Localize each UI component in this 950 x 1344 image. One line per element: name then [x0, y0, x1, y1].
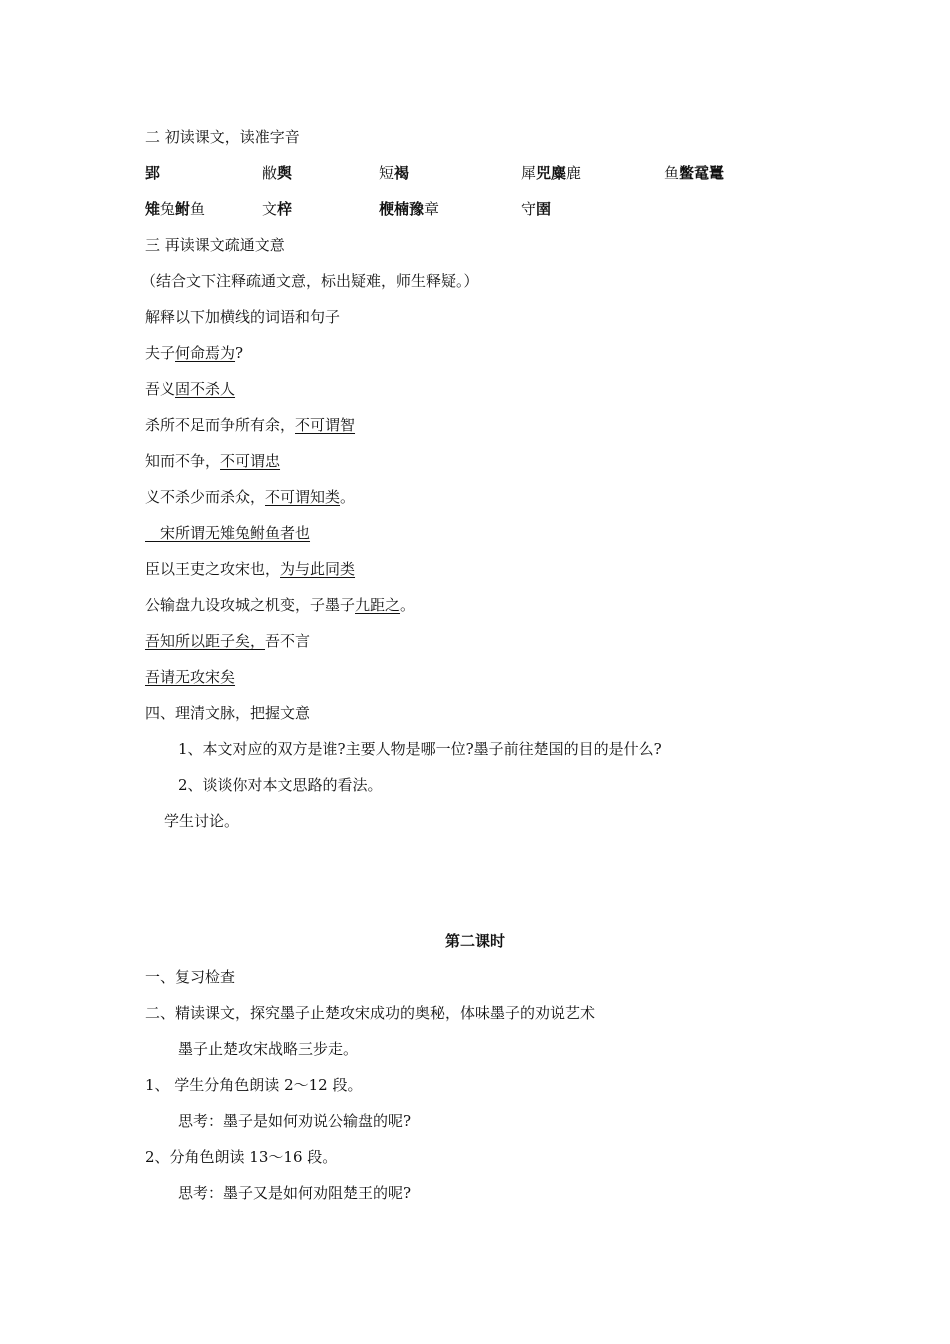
pronunciation-word: 守圉 [521, 200, 552, 218]
pronunciation-word: 敝舆 [262, 164, 293, 182]
annotated-sentence: 公输盘九设攻城之机变，子墨子九距之。 [145, 596, 416, 614]
lesson2-item-2: 二、精读课文，探究墨子止楚攻宋成功的奥秘，体味墨子的劝说艺术 [145, 1004, 596, 1022]
section3-instruction: 解释以下加横线的词语和句子 [145, 308, 341, 326]
annotated-sentence: 杀所不足而争所有余，不可谓智 [145, 416, 356, 434]
annotated-sentence: 臣以王吏之攻宋也，为与此同类 [145, 560, 356, 578]
section4-heading: 四、理清文脉，把握文意 [145, 704, 311, 722]
pronunciation-word: 郢 [145, 164, 161, 182]
pronunciation-word: 文梓 [262, 200, 293, 218]
section3-note: （结合文下注释疏通文意，标出疑难，师生释疑。） [141, 272, 479, 290]
section4-question-2: 2、谈谈你对本文思路的看法。 [178, 776, 383, 794]
section4-discussion: 学生讨论。 [164, 812, 240, 830]
lesson2-title: 第二课时 [444, 932, 505, 950]
pronunciation-word: 犀兕麋鹿 [521, 164, 582, 182]
pronunciation-word: 短褐 [379, 164, 410, 182]
lesson2-strategy: 墨子止楚攻宋战略三步走。 [178, 1040, 359, 1058]
section3-heading: 三 再读课文疏通文意 [145, 236, 285, 254]
annotated-sentence: 吾义固不杀人 [145, 380, 236, 398]
annotated-sentence: 知而不争，不可谓忠 [145, 452, 281, 470]
lesson2-step-2: 2、分角色朗读 13～16 段。 [145, 1148, 338, 1166]
section2-heading: 二 初读课文，读准字音 [145, 128, 300, 146]
pronunciation-word: 鱼鳖鼋鼍 [664, 164, 725, 182]
pronunciation-word: 楩楠豫章 [379, 200, 440, 218]
annotated-sentence: 吾知所以距子矣，吾不言 [145, 632, 311, 650]
pronunciation-word: 雉兔鲋鱼 [145, 200, 206, 218]
annotated-sentence: 宋所谓无雉兔鲋鱼者也 [145, 524, 311, 542]
lesson2-think-1: 思考：墨子是如何劝说公输盘的呢? [178, 1112, 412, 1130]
lesson2-item-1: 一、复习检查 [145, 968, 236, 986]
lesson2-step-1: 1、 学生分角色朗读 2～12 段。 [145, 1076, 363, 1094]
annotated-sentence: 夫子何命焉为? [145, 344, 244, 362]
section4-question-1: 1、本文对应的双方是谁?主要人物是哪一位?墨子前往楚国的目的是什么? [178, 740, 662, 758]
annotated-sentence: 义不杀少而杀众，不可谓知类。 [145, 488, 356, 506]
annotated-sentence: 吾请无攻宋矣 [145, 668, 236, 686]
lesson2-think-2: 思考：墨子又是如何劝阻楚王的呢? [178, 1184, 412, 1202]
